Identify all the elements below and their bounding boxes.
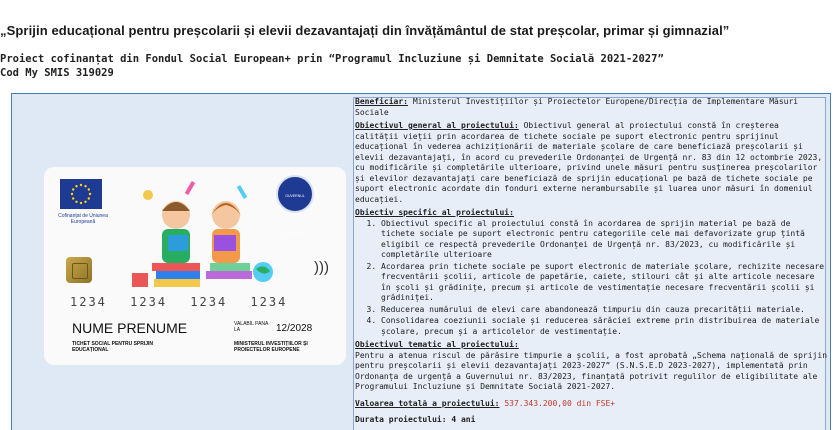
card-number-group: 1234	[70, 295, 107, 309]
general-objective-label: Obiectivul general al proiectului:	[355, 121, 519, 130]
gov-logo-text: GUVERNUL ROMÂNIEI	[285, 194, 305, 236]
card-number-group: 1234	[250, 295, 288, 309]
beneficiar-row	[355, 97, 827, 118]
project-duration-value: 4 ani	[451, 415, 476, 424]
project-duration	[355, 415, 827, 426]
smis-code: Cod My SMIS 319029	[0, 67, 114, 79]
general-objective-text: Obiectivul general al proiectului constă în creșterea calității vieții prin acordarea de tichete sociale pe suport electronic pentru sprijinul educațional în vederea achiziționării de materiale școlare de care beneficiază preșcolarii și elevii dezavantajați, în acord cu prevederile Ordonanței de Urgență nr. 83 din 12 octombrie 2023, cu modificările și completările ulterioare, privind unele măsuri pentru susținerea preșcolarilor și elevilor dezavantajați care beneficiază de sprijin educațional pe bază de tichete sociale pe suport electronic acordate din fonduri externe nerambursabile și luarea unor măsuri în domeniul educației.	[355, 121, 823, 204]
ministry-label: MINISTERUL INVESTIȚIILOR ȘI PROIECTELOR EUROPENE	[234, 341, 308, 353]
general-objective	[355, 121, 827, 205]
project-value-label: Valoarea totală a proiectului:	[355, 398, 500, 408]
page-title: „Sprijin educațional pentru preșcolarii și elevii dezavantajați din învățământul de stat preșcolar, primar și gimnazial”	[0, 23, 730, 38]
children-reading-illustration	[128, 177, 278, 297]
project-value-amount: 537.343.200,00 din FSE+	[504, 398, 616, 408]
list-item: 3. Reducerea numărului de elevi care abandonează timpuriu din cauza precarității materiale.	[381, 305, 827, 316]
specific-objective	[355, 208, 827, 337]
list-item: 4. Consolidarea coeziunii sociale și reducerea sărăciei extreme prin distribuirea de materiale școlare, precum și a articolelor de vestimentație.	[381, 316, 827, 337]
project-info	[355, 97, 827, 429]
chip-icon	[66, 257, 92, 283]
social-ticket-card	[44, 167, 346, 365]
beneficiar-label: Beneficiar:	[355, 97, 408, 106]
card-number-group: 1234	[190, 295, 228, 309]
eu-caption: Cofinanțat de Uniunea Europeană	[58, 213, 108, 225]
project-subtitle: Proiect cofinanțat din Fondul Social European+ prin “Programul Incluziune și Demnitate Socială 2021-2027”	[0, 53, 664, 65]
card-holder-name: NUME PRENUME	[72, 320, 188, 336]
specific-objective-list	[381, 219, 827, 338]
thematic-objective-text: Pentru a atenua riscul de părăsire timpurie a școlii, a fost aprobată „Schema națională de sprijin pentru preșcolarii și elevii dezavantajați 2023-2027” (S.N.S.E.D 2023-2027), implementată prin Ordonanța de urgență a Guvernului nr. 83/2023, finanțată potrivit regulilor de eligibilitate ale Programului Incluziune și Demnitate Socială 2021-2027.	[355, 350, 828, 391]
specific-objective-label: Obiectiv specific al proiectului:	[355, 208, 514, 217]
project-duration-label: Durata proiectului:	[355, 415, 447, 424]
list-item: 2. Acordarea prin tichete sociale pe suport electronic de materiale școlare, rechizite necesare frecventării școlii, articole de papetărie, caiete, stilouri cât și alte articole necesare în școli și grădinițe, precum și articole de vestimentație necesare frecventării școlii și grădiniței.	[381, 262, 827, 304]
project-value	[355, 399, 827, 410]
thematic-objective-label: Obiectivul tematic al proiectului:	[355, 340, 519, 349]
government-seal-icon	[276, 175, 314, 236]
ticket-label: TICHET SOCIAL PENTRU SPRIJIN EDUCAȚIONAL	[72, 341, 154, 353]
card-number-group: 1234	[130, 295, 168, 309]
thematic-objective	[355, 340, 827, 393]
list-item: 1. Obiectivul specific al proiectului constă în acordarea de sprijin material pe bază de tichete sociale pe suport electronic pentru categoriile cele mai defavorizate grup țintă eligibil ce respectă prevederile Ordonanței de Urgență nr. 83/2023, cu modificările și completările ulterioare	[381, 219, 827, 261]
card-number	[70, 295, 301, 309]
eu-flag-icon	[60, 179, 102, 209]
contactless-icon: )))	[314, 259, 329, 276]
valid-label: VALABIL PANA LA	[234, 321, 269, 333]
valid-date: 12/2028	[276, 323, 313, 334]
beneficiar-text: Ministerul Investițiilor și Proiectelor Europene/Direcția de Implementare Măsuri Sociale	[355, 97, 799, 117]
